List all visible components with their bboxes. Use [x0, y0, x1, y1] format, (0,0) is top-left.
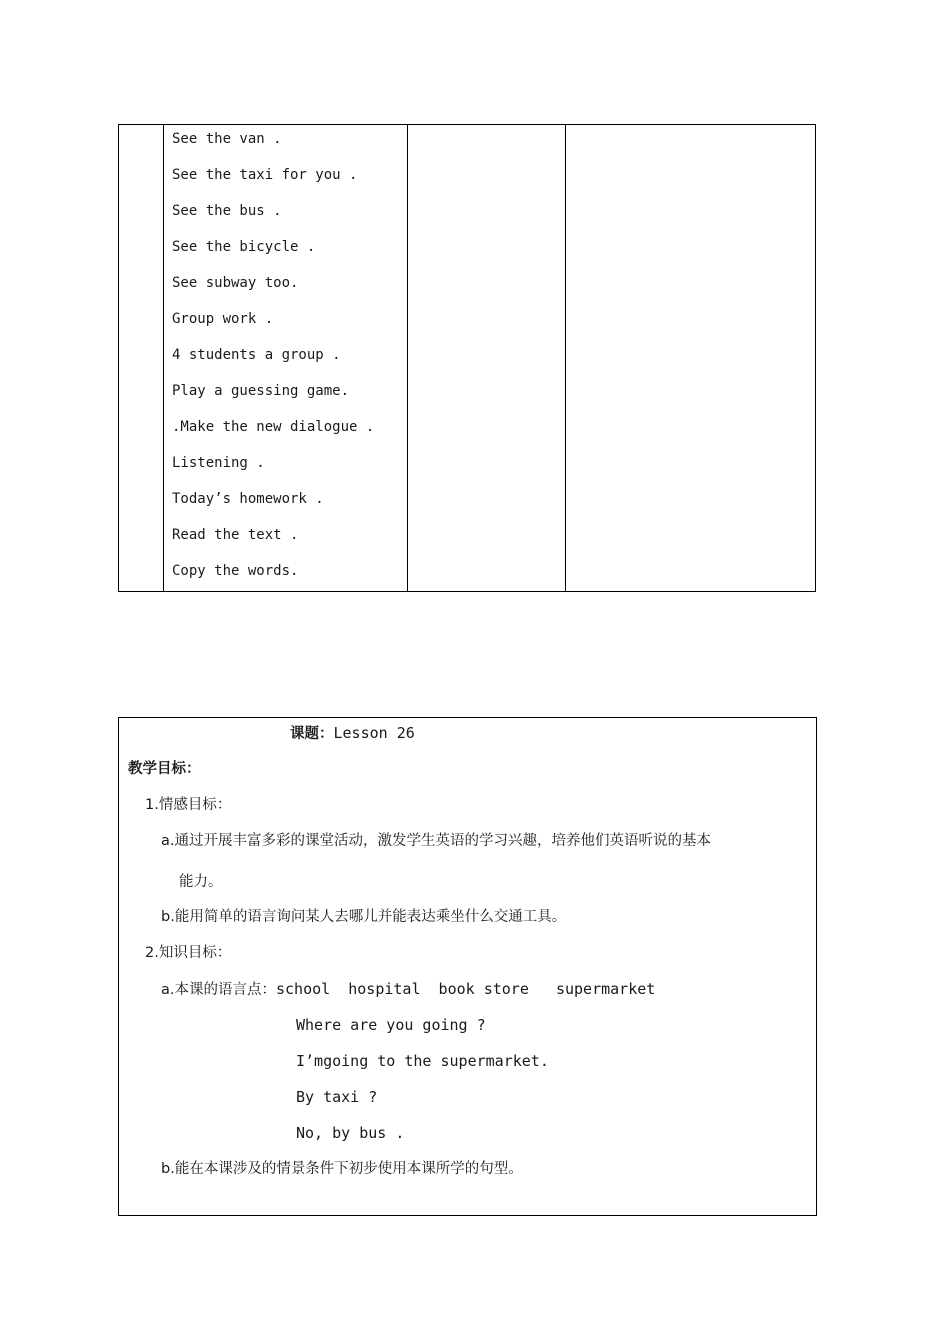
procedure-line: See the van . — [172, 131, 282, 147]
objectives-heading: 教学目标： — [128, 761, 201, 777]
title-label: 课题： — [290, 726, 334, 742]
objective-item: 2.知识目标： — [145, 945, 232, 961]
lesson-26-box — [118, 717, 817, 1216]
procedure-line: 4 students a group . — [172, 347, 341, 363]
procedure-line: See the taxi for you . — [172, 167, 358, 183]
column-divider — [407, 125, 408, 591]
procedure-line: See subway too. — [172, 275, 299, 291]
objective-item: 1.情感目标： — [145, 797, 232, 813]
sentence: By taxi ? — [296, 1088, 378, 1106]
procedure-line: Play a guessing game. — [172, 383, 350, 399]
procedure-line: See the bus . — [172, 203, 282, 219]
sentence: No, by bus . — [296, 1124, 405, 1142]
procedure-line: Listening . — [172, 455, 265, 471]
language-points — [161, 979, 655, 1000]
procedure-line: Read the text . — [172, 527, 299, 543]
procedure-line: See the bicycle . — [172, 239, 316, 255]
column-divider — [163, 125, 164, 591]
procedure-line: Group work . — [172, 311, 274, 327]
procedure-line: .Make the new dialogue . — [172, 419, 375, 435]
objective-item: b.能在本课涉及的情景条件下初步使用本课所学的句型。 — [161, 1161, 523, 1177]
language-points-words: school hospital book store supermarket — [276, 980, 656, 998]
title-value: Lesson 26 — [333, 724, 415, 742]
sentence: I’mgoing to the supermarket. — [296, 1052, 549, 1070]
language-points-label: a.本课的语言点： — [161, 982, 276, 998]
lesson-title — [290, 723, 415, 744]
procedure-line: Copy the words. — [172, 563, 299, 579]
objective-item: 能力。 — [179, 874, 223, 890]
objective-item: b.能用简单的语言询问某人去哪儿并能表达乘坐什么交通工具。 — [161, 909, 567, 925]
procedure-line: Today’s homework . — [172, 491, 324, 507]
objective-item: a.通过开展丰富多彩的课堂活动，激发学生英语的学习兴趣，培养他们英语听说的基本 — [161, 833, 711, 849]
sentence: Where are you going ? — [296, 1016, 486, 1034]
column-divider — [565, 125, 566, 591]
lesson-plan-table-continued — [118, 124, 816, 592]
